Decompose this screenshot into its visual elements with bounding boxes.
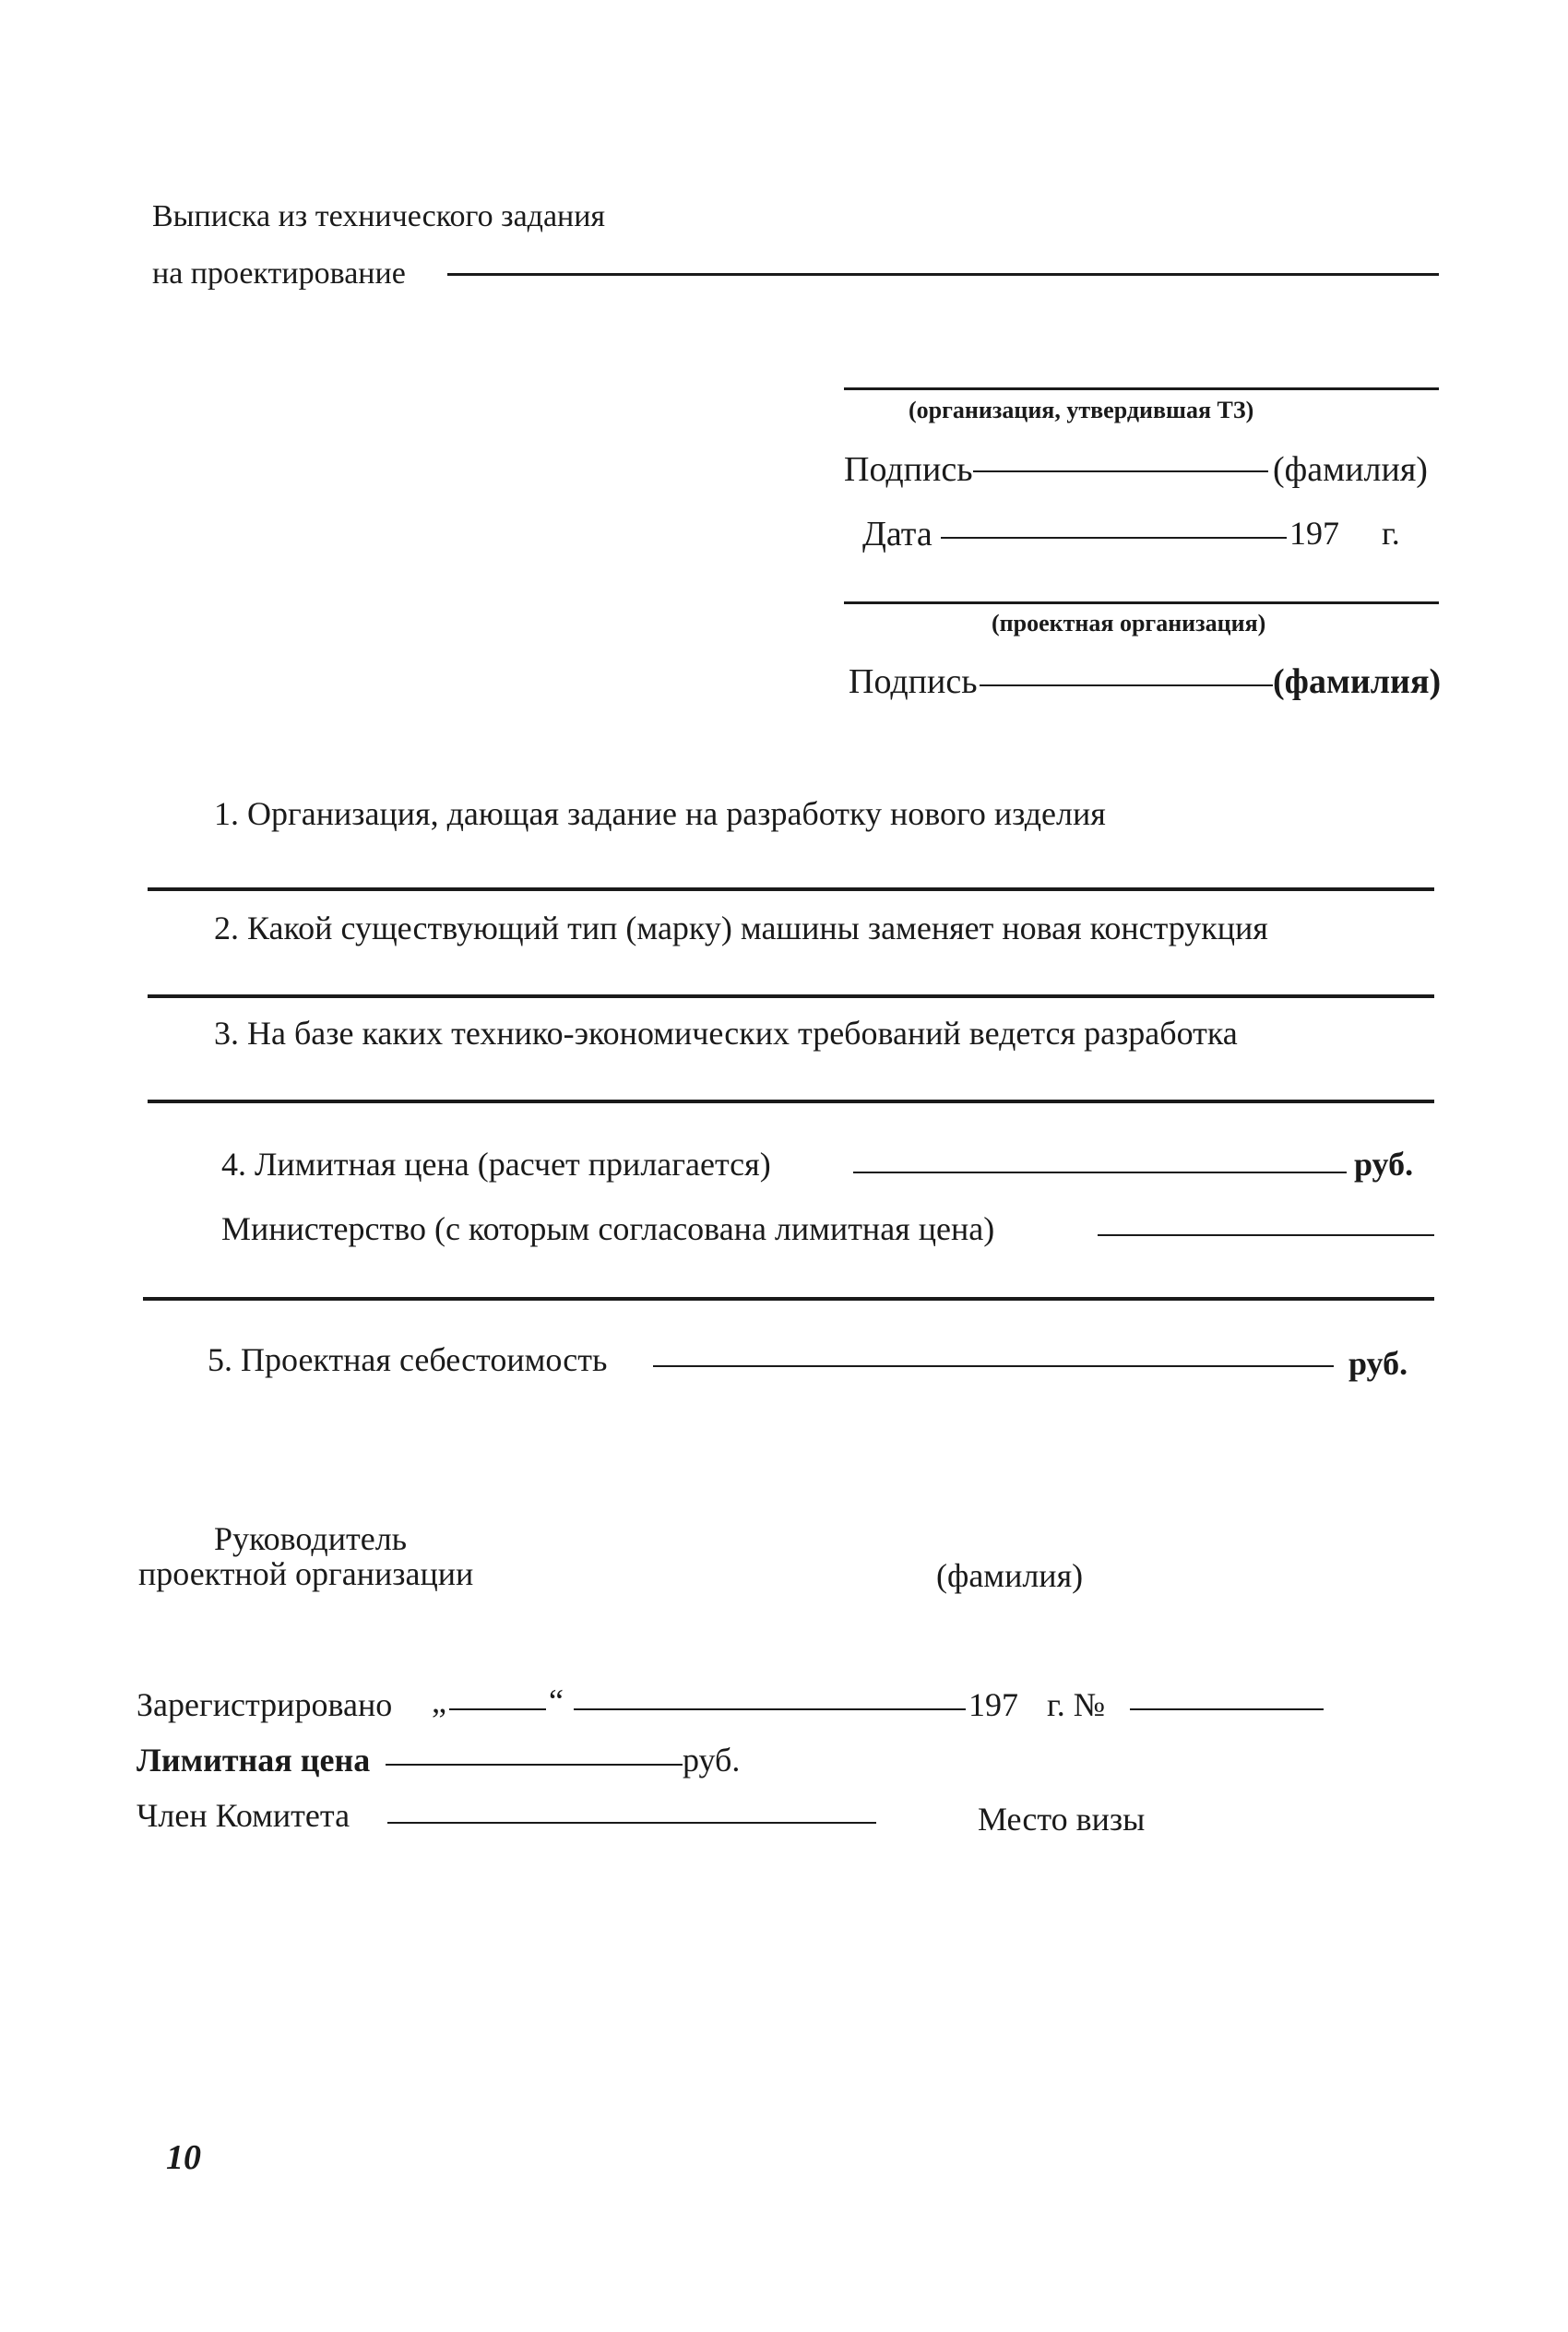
limit-price-label: Лимитная цена <box>137 1742 371 1779</box>
design-org-field[interactable] <box>844 601 1439 604</box>
signature1-label: Подпись <box>844 450 973 489</box>
ministry-field[interactable] <box>1098 1234 1434 1236</box>
visa-place: Место визы <box>978 1801 1146 1838</box>
cost-field[interactable] <box>653 1365 1334 1367</box>
limit-price-unit: руб. <box>683 1742 741 1779</box>
quote-close: “ <box>549 1683 564 1719</box>
page-number: 10 <box>166 2138 201 2177</box>
limit-price-field[interactable] <box>853 1172 1347 1173</box>
signature1-field[interactable] <box>973 470 1268 472</box>
item-4-unit: руб. <box>1354 1146 1414 1183</box>
doc-title-line1: Выписка из технического задания <box>152 199 606 233</box>
item-2-field[interactable] <box>148 994 1434 998</box>
committee-member-label: Член Комитета <box>137 1797 350 1834</box>
design-org-caption: (проектная организация) <box>992 610 1266 637</box>
approving-org-field[interactable] <box>844 387 1439 390</box>
registered-label: Зарегистрировано <box>137 1686 393 1723</box>
date-label: Дата <box>862 515 932 553</box>
head-name: (фамилия) <box>936 1557 1084 1594</box>
item-1-field[interactable] <box>148 887 1434 891</box>
head-title-line2: проектной организации <box>138 1555 474 1592</box>
design-object-field[interactable] <box>447 273 1439 276</box>
item-4-label: 4. Лимитная цена (расчет прилагается) <box>221 1146 771 1183</box>
item-5-label: 5. Проектная себестоимость <box>208 1341 608 1378</box>
ministry-label: Министерство (с которым согласована лимитная цена) <box>221 1210 995 1247</box>
registration-month-field[interactable] <box>574 1708 966 1710</box>
registration-number-label: г. № <box>1047 1686 1106 1723</box>
quote-open: „ <box>432 1683 446 1719</box>
registration-day-field[interactable] <box>449 1708 546 1710</box>
signature2-field[interactable] <box>980 684 1273 686</box>
signature2-label: Подпись <box>849 662 978 701</box>
registration-year: 197 <box>968 1686 1018 1723</box>
date-suffix: г. <box>1382 515 1400 552</box>
item-5-unit: руб. <box>1348 1345 1408 1382</box>
item-3-field[interactable] <box>148 1100 1434 1103</box>
item-3-text: 3. На базе каких технико-экономических требований ведется разработка <box>214 1015 1238 1052</box>
signature2-name: (фамилия) <box>1273 662 1442 701</box>
registration-number-field[interactable] <box>1130 1708 1324 1710</box>
date-field[interactable] <box>941 537 1287 539</box>
doc-title-line2: на проектирование <box>152 256 406 291</box>
date-year: 197 <box>1289 515 1339 552</box>
committee-member-field[interactable] <box>387 1822 876 1824</box>
signature1-name: (фамилия) <box>1273 450 1428 489</box>
ministry-field-continuation[interactable] <box>143 1297 1434 1301</box>
head-title-line1: Руководитель <box>214 1520 408 1557</box>
item-2-text: 2. Какой существующий тип (марку) машины заменяет новая конструкция <box>214 910 1268 946</box>
item-1-text: 1. Организация, дающая задание на разработку нового изделия <box>214 795 1106 832</box>
approving-org-caption: (организация, утвердившая ТЗ) <box>909 397 1254 423</box>
registered-limit-price-field[interactable] <box>386 1764 683 1766</box>
